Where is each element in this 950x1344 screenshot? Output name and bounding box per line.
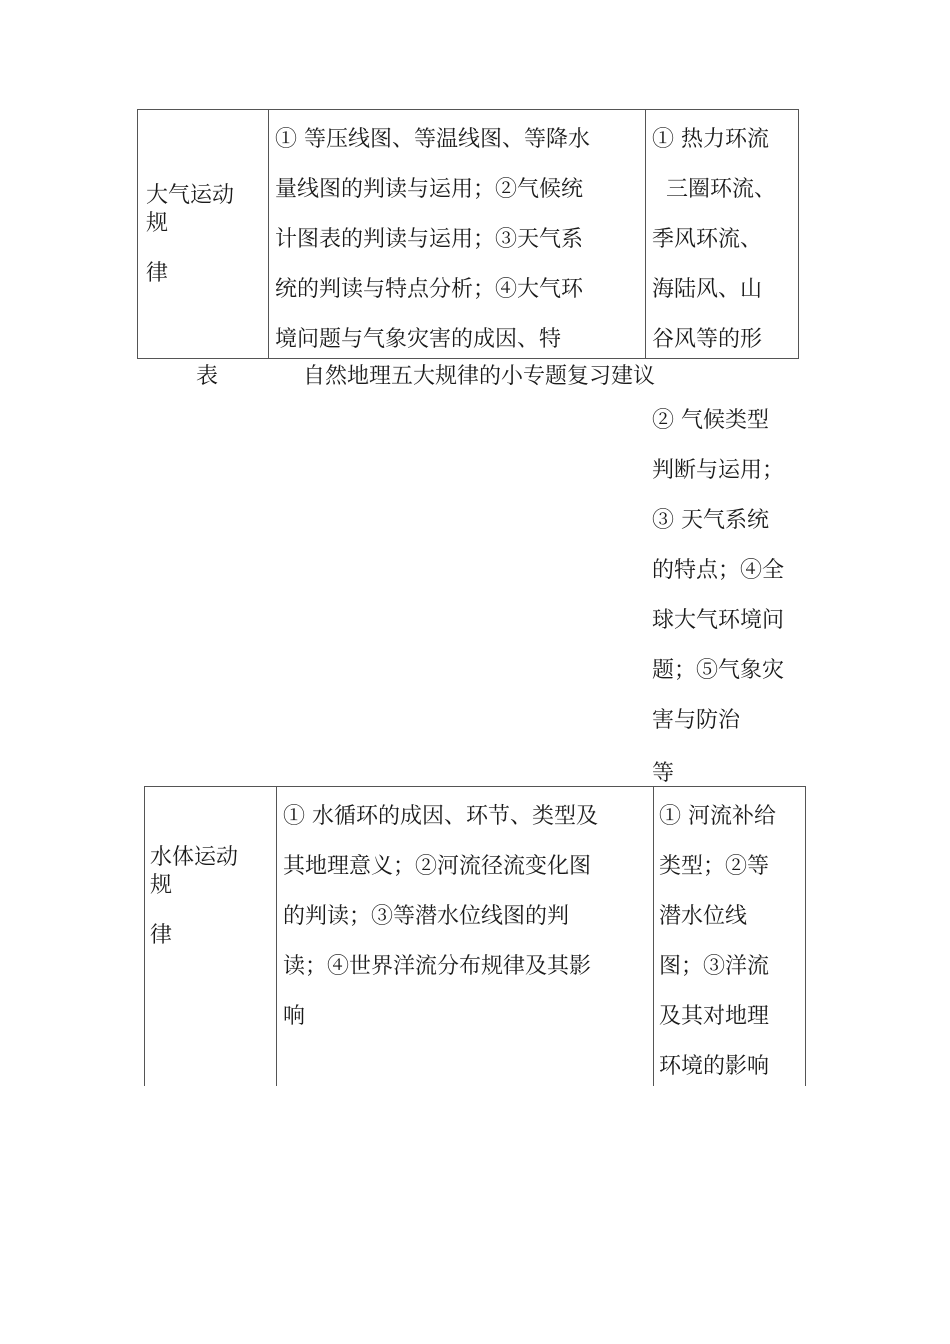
text-line: 的判读；③等潜水位线图的判 (283, 904, 570, 929)
table-top-border (144, 786, 806, 787)
label-line: 律 (146, 261, 169, 286)
text-line: ① 热力环流 (652, 127, 769, 152)
text-line: 害与防治 (652, 708, 741, 733)
text-line: 谷风等的形 (652, 327, 763, 352)
text-line: 等 (652, 761, 675, 786)
text-line: 及其对地理 (659, 1004, 770, 1029)
text-line: 读；④世界洋流分布规律及其影 (283, 954, 592, 979)
text-line: 响 (283, 1004, 306, 1029)
text-line: 三圈环流、 (652, 177, 776, 202)
caption-prefix: 表 (196, 364, 219, 389)
text-line: 题；⑤气象灾 (652, 658, 785, 683)
label-line: 规 (150, 873, 173, 898)
text-line: 量线图的判读与运用；②气候统 (275, 177, 584, 202)
text-line: ③ 天气系统 (652, 508, 769, 533)
text-line: 环境的影响 (659, 1054, 770, 1079)
caption-title: 自然地理五大规律的小专题复习建议 (303, 364, 656, 389)
table-atmosphere (137, 109, 799, 359)
label-line: 水体运动 (150, 845, 239, 870)
table-left-border (144, 786, 145, 1086)
label-line: 规 (146, 211, 169, 236)
text-line: 图；③洋流 (659, 954, 770, 979)
text-line: 境问题与气象灾害的成因、特 (275, 327, 562, 352)
table-caption (196, 362, 655, 392)
column-divider (268, 109, 269, 359)
topics-cell (659, 792, 776, 1092)
text-line: 类型；②等 (659, 854, 770, 879)
text-line: 的特点；④全 (652, 558, 785, 583)
table-water (144, 786, 806, 1086)
text-line: 计图表的判读与运用；③天气系 (275, 227, 584, 252)
skills-cell (275, 115, 590, 365)
topics-continuation (652, 396, 784, 802)
label-line: 律 (150, 923, 173, 948)
text-line: 其地理意义；②河流径流变化图 (283, 854, 592, 879)
skills-cell (283, 792, 598, 1042)
text-line: ① 等压线图、等温线图、等降水 (275, 127, 590, 152)
column-divider (645, 109, 646, 359)
column-divider (653, 786, 654, 1086)
label-line: 大气运动 (146, 183, 235, 208)
topics-cell (652, 115, 776, 365)
row-label-water (150, 844, 238, 950)
text-line: 球大气环境问 (652, 608, 785, 633)
row-label-atmosphere (146, 182, 234, 288)
text-line: 潜水位线 (659, 904, 748, 929)
text-line: 统的判读与特点分析；④大气环 (275, 277, 584, 302)
text-line: 判断与运用； (652, 458, 785, 483)
table-right-border (805, 786, 806, 1086)
column-divider (276, 786, 277, 1086)
text-line: ② 气候类型 (652, 408, 769, 433)
text-line: ① 河流补给 (659, 804, 776, 829)
text-line: 季风环流、 (652, 227, 763, 252)
text-line: ① 水循环的成因、环节、类型及 (283, 804, 598, 829)
text-line: 海陆风、山 (652, 277, 763, 302)
